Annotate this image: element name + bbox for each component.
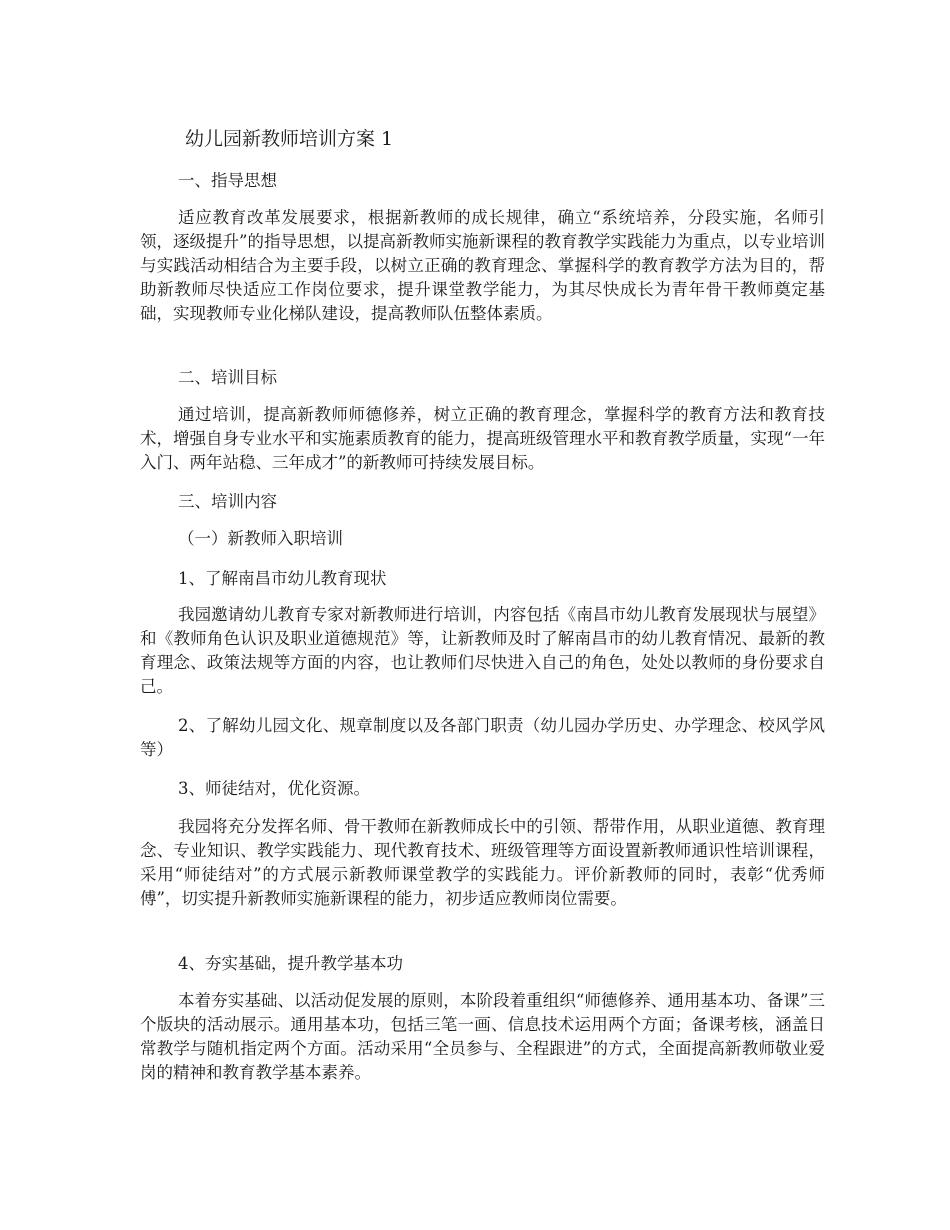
paragraph-item-2: 2、了解幼儿园文化、规章制度以及各部门职责（幼儿园办学历史、办学理念、校风学风等） [140,716,825,759]
section-heading-training-goals: 二、培训目标 [178,368,277,387]
paragraph-item-1: 我园邀请幼儿教育专家对新教师进行培训，内容包括《南昌市幼儿教育发展现状与展望》和《教师角色认识及职业道德规范》等，让新教师及时了解南昌市的幼儿教育情况、最新的教育理念、政策法规等方面的内容，也让教师们尽快进入自己的角色，处处以教师的身份要求自己。 [140,605,825,696]
item-heading-4: 4、夯实基础，提升教学基本功 [178,954,403,973]
section-heading-training-content: 三、培训内容 [178,492,277,511]
paragraph-training-goals: 通过培训，提高新教师师德修养，树立正确的教育理念，掌握科学的教育方法和教育技术，增强自身专业水平和实施素质教育的能力，提高班级管理水平和教育教学质量，实现“一年入门、两年站稳、三年成才”的新教师可持续发展目标。 [140,405,825,472]
paragraph-item-4: 本着夯实基础、以活动促发展的原则，本阶段着重组织“师德修养、通用基本功、备课”三个版块的活动展示。通用基本功，包括三笔一画、信息技术运用两个方面；备课考核，涵盖日常教学与随机指定两个方面。活动采用“全员参与、全程跟进”的方式，全面提高新教师敬业爱岗的精神和教育教学基本素养。 [140,991,825,1082]
paragraph-guiding-ideology: 适应教育改革发展要求，根据新教师的成长规律，确立“系统培养，分段实施，名师引领，逐级提升”的指导思想，以提高新教师实施新课程的教育教学实践能力为重点，以专业培训与实践活动相结合为主要手段，以树立正确的教育理念、掌握科学的教育教学方法为目的，帮助新教师尽快适应工作岗位要求，提升课堂教学能力，为其尽快成长为青年骨干教师奠定基础，实现教师专业化梯队建设，提高教师队伍整体素质。 [140,208,825,323]
section-heading-guiding-ideology: 一、指导思想 [178,171,277,190]
document-title: 幼儿园新教师培训方案 1 [185,128,394,150]
item-heading-3: 3、师徒结对，优化资源。 [178,779,370,798]
paragraph-item-3: 我园将充分发挥名师、骨干教师在新教师成长中的引领、帮带作用，从职业道德、教育理念、专业知识、教学实践能力、现代教育技术、班级管理等方面设置新教师通识性培训课程，采用“师徒结对”的方式展示新教师课堂教学的实践能力。评价新教师的同时，表彰“优秀师傅”，切实提升新教师实施新课程的能力，初步适应教师岗位需要。 [140,817,825,908]
subsection-heading-onboarding: （一）新教师入职培训 [178,529,343,548]
item-heading-1: 1、了解南昌市幼儿教育现状 [178,569,387,588]
